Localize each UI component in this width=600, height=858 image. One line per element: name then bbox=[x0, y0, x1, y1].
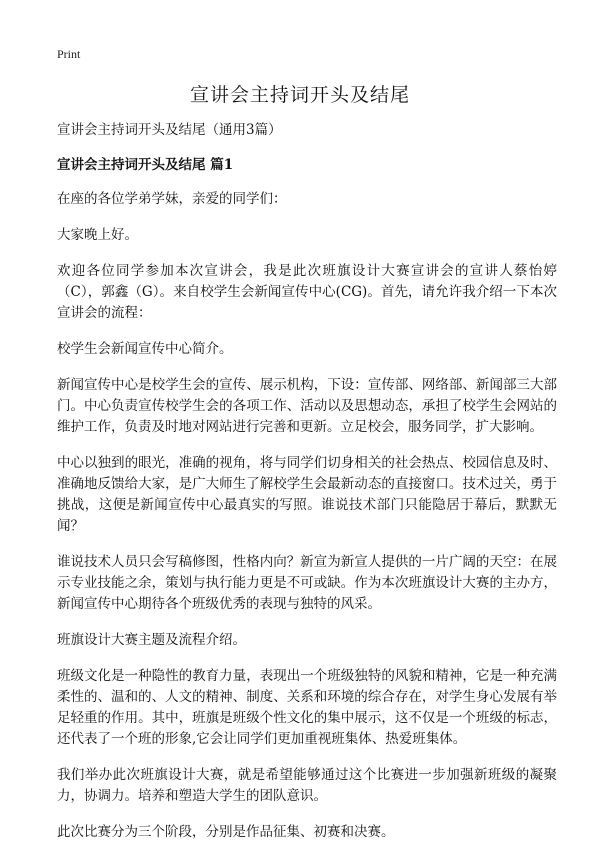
paragraph: 校学生会新闻宣传中心简介。 bbox=[57, 341, 233, 357]
print-link[interactable]: Print bbox=[57, 47, 81, 61]
paragraph: 此次比赛分为三个阶段，分别是作品征集、初赛和决赛。 bbox=[57, 824, 395, 840]
paragraph: 新闻宣传中心是校学生会的宣传、展示机构，下设：宣传部、网络部、新闻部三大部门。中心负责宣传校学生会的各项工作、活动以及思想动态，承担了校学生会网站的维护工作，负责及时地对网站进行完善和更新。立足校会，服务同学，扩大影响。 bbox=[57, 377, 557, 435]
paragraph: 大家晚上好。 bbox=[57, 227, 138, 243]
paragraph: 班级文化是一种隐性的教育力量，表现出一个班级独特的风貌和精神，它是一种充满柔性的、温和的、人文的精神、制度、关系和环境的综合存在，对学生身心发展有举足轻重的作用。其中，班旗是班级个性文化的集中展示，这不仅是一个班级的标志，还代表了一个班的形象,它会让同学们更加重视班集体、热爱班集体。 bbox=[57, 668, 557, 747]
document-body bbox=[57, 120, 557, 858]
paragraph: 我们举办此次班旗设计大赛，就是希望能够通过这个比赛进一步加强新班级的凝聚力，协调力。培养和塑造大学生的团队意识。 bbox=[57, 767, 557, 804]
paragraph: 谁说技术人员只会写稿修图，性格内向？新宣为新宣人提供的一片广阔的天空：在展示专业技能之余，策划与执行能力更是不可或缺。作为本次班旗设计大赛的主办方，新闻宣传中心期待各个班级优秀的表现与独特的风采。 bbox=[57, 554, 557, 612]
document-subtitle: 宣讲会主持词开头及结尾（通用3篇） bbox=[57, 122, 282, 138]
section-heading: 宣讲会主持词开头及结尾 篇1 bbox=[57, 157, 234, 173]
page-title: 宣讲会主持词开头及结尾 bbox=[189, 84, 410, 106]
paragraph: 中心以独到的眼光，准确的视角，将与同学们切身相关的社会热点、校园信息及时、准确地反馈给大家，是广大师生了解校学生会最新动态的直接窗口。技术过关，勇于挑战，这便是新闻宣传中心最真实的写照。谁说技术部门只能隐居于幕后，默默无闻？ bbox=[57, 455, 557, 534]
paragraph: 欢迎各位同学参加本次宣讲会，我是此次班旗设计大赛宣讲会的宣讲人蔡怡婷（C），郭鑫（G）。来自校学生会新闻宣传中心(CG)。首先，请允许我介绍一下本次宣讲会的流程： bbox=[57, 263, 557, 321]
paragraph: 班旗设计大赛主题及流程介绍。 bbox=[57, 632, 246, 648]
paragraph: 在座的各位学弟学妹，亲爱的同学们： bbox=[57, 191, 287, 207]
